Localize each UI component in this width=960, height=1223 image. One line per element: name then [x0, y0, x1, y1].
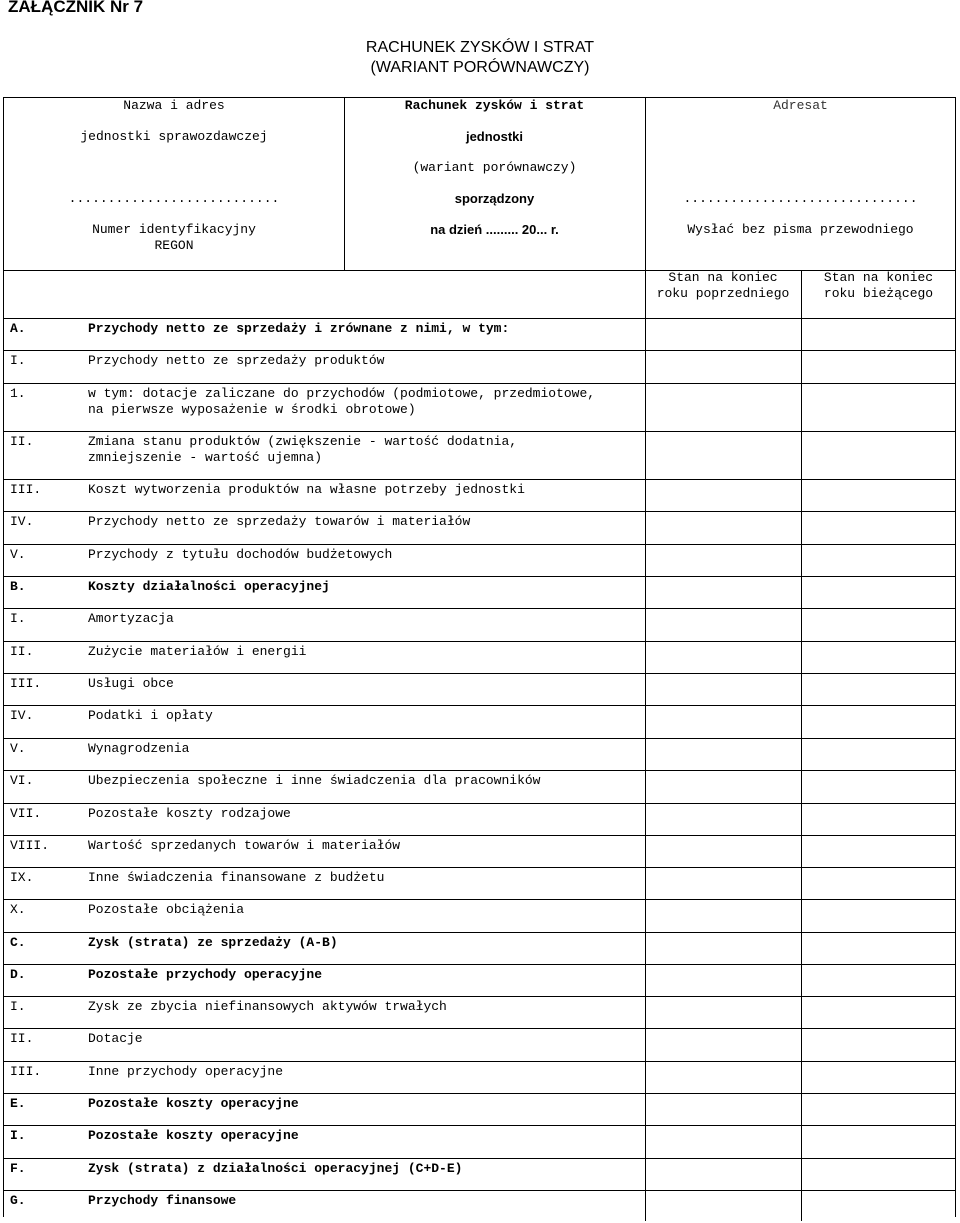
row-number: VI.	[10, 773, 34, 788]
table-row	[4, 705, 648, 738]
row-number: F.	[10, 1161, 26, 1176]
row-number: IV.	[10, 708, 34, 723]
entity-regon-label: REGON	[154, 238, 194, 253]
row-divider	[4, 1158, 956, 1159]
row-label: Inne świadczenia finansowane z budżetu	[88, 870, 385, 885]
row-divider	[4, 835, 956, 836]
row-label: Pozostałe koszty operacyjne	[88, 1096, 299, 1111]
row-divider	[4, 932, 956, 933]
row-divider	[4, 641, 956, 642]
row-divider	[4, 673, 956, 674]
row-number: D.	[10, 967, 26, 982]
row-divider	[4, 479, 956, 480]
row-number: II.	[10, 644, 34, 659]
report-variant: (wariant porównawczy)	[412, 160, 577, 175]
column-current-year	[801, 270, 956, 302]
column-divider	[645, 270, 646, 1221]
row-number: I.	[10, 353, 26, 368]
row-label: Pozostałe koszty rodzajowe	[88, 806, 291, 821]
row-label: Przychody finansowe	[88, 1193, 237, 1208]
entity-id-label: Numer identyfikacyjny	[92, 222, 256, 237]
income-statement-form	[3, 97, 956, 1217]
table-row	[4, 867, 648, 899]
row-divider	[4, 608, 956, 609]
row-number: V.	[10, 547, 26, 562]
table-row	[4, 770, 648, 803]
column-previous-year	[645, 270, 801, 302]
column-divider	[344, 98, 345, 270]
addressee-label: Adresat	[773, 98, 828, 113]
entity-box	[4, 98, 344, 270]
report-entity: jednostki	[465, 129, 524, 144]
row-label: Przychody z tytułu dochodów budżetowych	[88, 547, 393, 562]
row-divider	[4, 738, 956, 739]
table-row	[4, 431, 648, 479]
row-divider	[4, 964, 956, 965]
column-divider	[645, 98, 646, 270]
column-previous-line-2: roku poprzedniego	[656, 286, 790, 301]
table-row	[4, 511, 648, 544]
row-divider	[4, 1125, 956, 1126]
row-divider	[4, 1061, 956, 1062]
row-divider	[4, 270, 956, 271]
row-number: VIII.	[10, 838, 50, 853]
table-row	[4, 932, 648, 964]
row-divider	[4, 431, 956, 432]
row-number: III.	[10, 1064, 42, 1079]
row-divider	[4, 867, 956, 868]
table-row	[4, 479, 648, 511]
row-number: I.	[10, 611, 26, 626]
row-divider	[4, 383, 956, 384]
row-divider	[4, 544, 956, 545]
report-box	[344, 98, 645, 270]
table-row	[4, 835, 648, 867]
row-divider	[4, 1028, 956, 1029]
addressee-dots: ..............................	[683, 191, 918, 206]
entity-label-2: jednostki sprawozdawczej	[80, 129, 268, 144]
row-label: Pozostałe obciążenia	[88, 902, 245, 917]
table-row	[4, 1028, 648, 1061]
column-divider	[801, 270, 802, 1221]
row-label: Amortyzacja	[88, 611, 174, 626]
row-divider	[4, 996, 956, 997]
row-number: IX.	[10, 870, 34, 885]
row-number: G.	[10, 1193, 26, 1208]
row-divider	[4, 705, 956, 706]
row-number: VII.	[10, 806, 42, 821]
row-divider	[4, 803, 956, 804]
table-row	[4, 1125, 648, 1158]
row-label: Zmiana stanu produktów (zwiększenie - wartość dodatnia, zmniejszenie - wartość ujemna)	[88, 434, 518, 465]
table-row	[4, 1093, 648, 1125]
column-current-line-2: roku bieżącego	[823, 286, 934, 301]
row-label: Zysk ze zbycia niefinansowych aktywów trwałych	[88, 999, 447, 1014]
row-number: A.	[10, 321, 26, 336]
row-label: Zysk (strata) ze sprzedaży (A-B)	[88, 935, 338, 950]
entity-dots: ...........................	[68, 191, 280, 206]
column-previous-line-1: Stan na koniec	[668, 270, 778, 285]
row-label: w tym: dotacje zaliczane do przychodów (podmiotowe, przedmiotowe, na pierwsze wyposażenie w środki obrotowe)	[88, 386, 596, 417]
row-divider	[4, 770, 956, 771]
table-row	[4, 608, 648, 641]
row-label: Koszt wytworzenia produktów na własne potrzeby jednostki	[88, 482, 525, 497]
table-row	[4, 738, 648, 770]
report-prepared: sporządzony	[454, 191, 535, 206]
row-label: Wynagrodzenia	[88, 741, 190, 756]
table-row	[4, 964, 648, 996]
table-row	[4, 1190, 648, 1221]
row-label: Inne przychody operacyjne	[88, 1064, 284, 1079]
page-title	[0, 38, 960, 78]
table-row	[4, 1158, 648, 1190]
report-date: na dzień ......... 20... r.	[430, 222, 559, 237]
row-divider	[4, 1190, 956, 1191]
row-label: Przychody netto ze sprzedaży produktów	[88, 353, 385, 368]
table-row	[4, 383, 648, 431]
row-number: V.	[10, 741, 26, 756]
table-row	[4, 544, 648, 576]
row-number: I.	[10, 999, 26, 1014]
row-number: III.	[10, 676, 42, 691]
title-line-1: RACHUNEK ZYSKÓW I STRAT	[365, 39, 595, 56]
row-divider	[4, 899, 956, 900]
row-divider	[4, 511, 956, 512]
table-row	[4, 899, 648, 932]
table-row	[4, 1061, 648, 1093]
row-divider	[4, 576, 956, 577]
report-title: Rachunek zysków i strat	[404, 98, 585, 113]
table-row	[4, 641, 648, 673]
row-label: Przychody netto ze sprzedaży i zrównane z nimi, w tym:	[88, 321, 510, 336]
row-number: II.	[10, 1031, 34, 1046]
addressee-box	[645, 98, 956, 270]
addressee-note: Wysłać bez pisma przewodniego	[687, 222, 914, 237]
row-number: I.	[10, 1128, 26, 1143]
row-label: Zużycie materiałów i energii	[88, 644, 307, 659]
table-row	[4, 673, 648, 705]
row-number: E.	[10, 1096, 26, 1111]
entity-label: Nazwa i adres	[123, 98, 225, 113]
title-line-2: (WARIANT PORÓWNAWCZY)	[370, 59, 590, 76]
table-row	[4, 996, 648, 1028]
table-row	[4, 803, 648, 835]
row-label: Dotacje	[88, 1031, 143, 1046]
row-label: Podatki i opłaty	[88, 708, 213, 723]
row-label: Wartość sprzedanych towarów i materiałów	[88, 838, 401, 853]
table-row	[4, 318, 648, 350]
row-number: B.	[10, 579, 26, 594]
row-label: Zysk (strata) z działalności operacyjnej (C+D-E)	[88, 1161, 463, 1176]
row-divider	[4, 318, 956, 319]
row-divider	[4, 1093, 956, 1094]
table-row	[4, 350, 648, 383]
row-label: Ubezpieczenia społeczne i inne świadczenia dla pracowników	[88, 773, 541, 788]
row-number: C.	[10, 935, 26, 950]
row-number: 1.	[10, 386, 26, 401]
row-label: Pozostałe koszty operacyjne	[88, 1128, 299, 1143]
column-current-line-1: Stan na koniec	[823, 270, 934, 285]
annex-label: ZAŁĄCZNIK Nr 7	[8, 0, 144, 16]
row-number: III.	[10, 482, 42, 497]
row-label: Pozostałe przychody operacyjne	[88, 967, 323, 982]
table-row	[4, 576, 648, 608]
row-label: Przychody netto ze sprzedaży towarów i materiałów	[88, 514, 471, 529]
row-label: Usługi obce	[88, 676, 174, 691]
row-divider	[4, 350, 956, 351]
row-label: Koszty działalności operacyjnej	[88, 579, 330, 594]
row-number: II.	[10, 434, 34, 449]
row-number: IV.	[10, 514, 34, 529]
row-number: X.	[10, 902, 26, 917]
